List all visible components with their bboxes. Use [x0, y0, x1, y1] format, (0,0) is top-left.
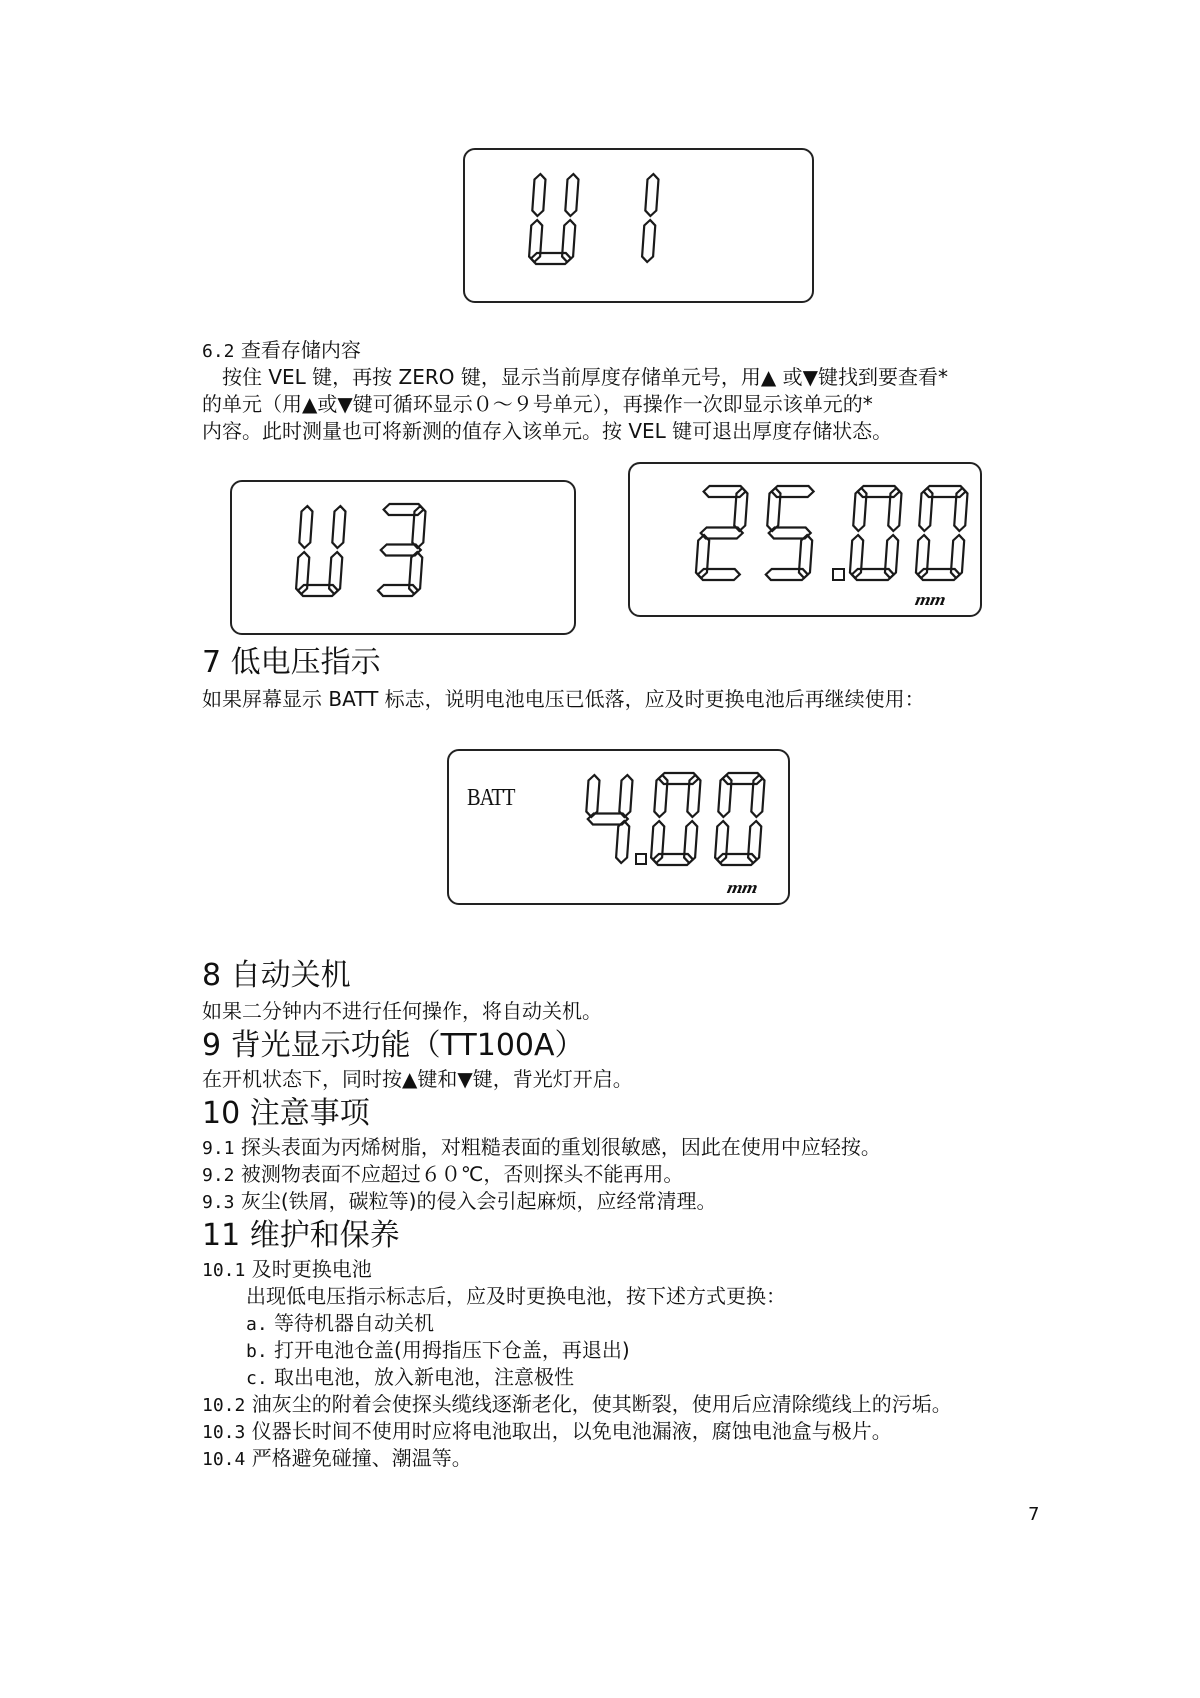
lcd-segment [616, 821, 630, 863]
section-6-2-title [202, 337, 361, 365]
lcd-digit [849, 486, 902, 580]
lcd-segment [715, 821, 729, 863]
lcd-digit [715, 773, 765, 865]
section-8-heading: 8 自动关机 [202, 958, 351, 993]
list-item [202, 1391, 952, 1419]
lcd-digit [763, 486, 816, 580]
paragraph-line: 内容。此时测量也可将新测的值存入该单元。按 VEL 键可退出厚度存储状态。 [202, 419, 893, 443]
lcd-display-batt [447, 749, 790, 905]
section-number: 6.2 [202, 341, 235, 362]
lcd-segment [954, 488, 968, 531]
step-item [246, 1337, 630, 1365]
list-item [202, 1445, 472, 1473]
section-11-heading: 11 维护和保养 [202, 1218, 400, 1253]
item-number: 10.2 [202, 1395, 246, 1416]
step-text: 等待机器自动关机 [274, 1311, 435, 1335]
subsection-10-1 [202, 1256, 372, 1284]
item-text: 仪器长时间不使用时应将电池取出，以免电池漏液，腐蚀电池盒与极片。 [251, 1419, 892, 1443]
lcd-digit [642, 174, 659, 262]
section-8-text: 如果二分钟内不进行任何操作，将自动关机。 [202, 999, 602, 1023]
item-text: 及时更换电池 [251, 1257, 372, 1281]
lcd-digit [296, 506, 346, 596]
lcd-digit [378, 504, 426, 596]
lcd-digit [651, 773, 701, 865]
lcd-display-u3 [230, 480, 576, 635]
item-text: 探头表面为丙烯树脂，对粗糙表面的重划很敏感，因此在使用中应轻按。 [240, 1135, 881, 1159]
item-number: 9.1 [202, 1138, 235, 1159]
lcd-segment [651, 821, 665, 863]
section-9-text: 在开机状态下，同时按▲键和▼键，背光灯开启。 [202, 1067, 633, 1091]
batt-indicator: BATT [467, 785, 515, 811]
lcd-segment [332, 506, 346, 548]
step-letter: b. [246, 1341, 268, 1362]
subsection-desc: 出现低电压指示标志后，应及时更换电池，按下述方式更换： [246, 1284, 786, 1308]
lcd-display-value [628, 462, 982, 617]
item-number: 10.1 [202, 1260, 246, 1281]
item-number: 10.3 [202, 1422, 246, 1443]
item-number: 9.3 [202, 1192, 235, 1213]
unit-label: mm [913, 591, 947, 609]
lcd-segment [687, 775, 701, 817]
item-text: 油灰尘的附着会使探头缆线逐渐老化，使其断裂，使用后应清除缆线上的污垢。 [251, 1392, 952, 1416]
lcd-digit [695, 486, 748, 580]
step-item [246, 1364, 574, 1392]
list-item [202, 1161, 683, 1189]
lcd-segment [888, 488, 902, 531]
item-number: 9.2 [202, 1165, 235, 1186]
lcd-segment [751, 775, 765, 817]
section-10-heading: 10 注意事项 [202, 1096, 370, 1131]
lcd-segment [565, 174, 579, 216]
lcd-segment [696, 535, 710, 578]
step-item [246, 1310, 434, 1338]
item-text: 严格避免碰撞、潮温等。 [251, 1446, 472, 1470]
decimal-point [833, 569, 844, 580]
paragraph-line: 按住 VEL 键，再按 ZERO 键，显示当前厚度存储单元号，用▲ 或▼键找到要查看* [222, 365, 948, 389]
page-number: 7 [1028, 1504, 1040, 1525]
section-title: 查看存储内容 [240, 338, 361, 362]
lcd-display-u1 [463, 148, 814, 303]
paragraph-line: 的单元（用▲或▼键可循环显示０～９号单元），再操作一次即显示该单元的* [202, 392, 873, 416]
step-letter: c. [246, 1368, 268, 1389]
lcd-segment [734, 488, 748, 531]
lcd-segment [532, 174, 546, 216]
step-letter: a. [246, 1314, 268, 1335]
step-text: 打开电池仓盖(用拇指压下仓盖，再退出) [274, 1338, 630, 1362]
unit-label: mm [725, 879, 759, 897]
lcd-segment [850, 535, 864, 578]
section-7-heading: 7 低电压指示 [202, 645, 381, 680]
lcd-digits-u3 [232, 482, 574, 633]
item-number: 10.4 [202, 1449, 246, 1470]
item-text: 被测物表面不应超过６０℃，否则探头不能再用。 [240, 1162, 684, 1186]
lcd-digit [915, 486, 968, 580]
lcd-segment [529, 220, 543, 262]
item-text: 灰尘(铁屑，碳粒等)的侵入会引起麻烦，应经常清理。 [240, 1189, 717, 1213]
decimal-point [636, 854, 646, 864]
lcd-segment [412, 506, 426, 548]
lcd-segment [916, 535, 930, 578]
lcd-digits-u1 [465, 150, 812, 301]
lcd-segment [296, 552, 310, 594]
list-item [202, 1134, 881, 1162]
list-item [202, 1418, 892, 1446]
lcd-digit [583, 775, 633, 863]
lcd-segment [299, 506, 313, 548]
lcd-segment [619, 775, 633, 817]
step-text: 取出电池，放入新电池，注意极性 [274, 1365, 575, 1389]
section-7-text: 如果屏幕显示 BATT 标志，说明电池电压已低落，应及时更换电池后再继续使用： [202, 687, 925, 711]
lcd-digit [529, 174, 579, 264]
list-item [202, 1188, 716, 1216]
section-9-heading: 9 背光显示功能（TT100A） [202, 1028, 585, 1063]
lcd-segment [645, 174, 659, 216]
lcd-segment [642, 220, 656, 262]
lcd-segment [586, 775, 600, 817]
